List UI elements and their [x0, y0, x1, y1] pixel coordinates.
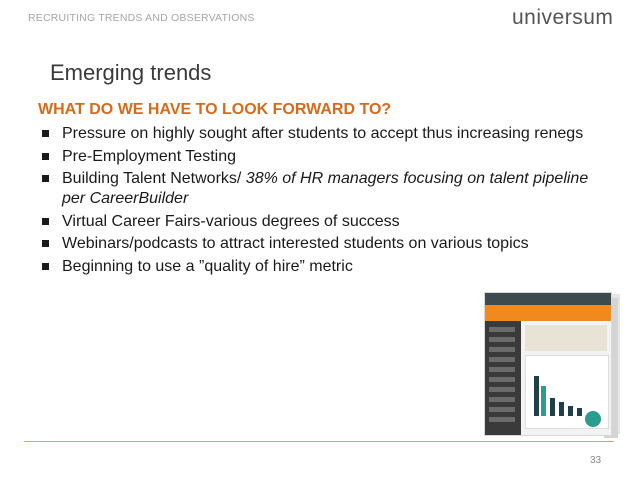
square-bullet-icon — [42, 130, 49, 137]
infographic-panel — [525, 325, 607, 351]
slide-subtitle: WHAT DO WE HAVE TO LOOK FORWARD TO? — [38, 101, 392, 118]
bullet-text: Beginning to use a ”quality of hire” metric — [62, 257, 353, 275]
bullet-text: Webinars/podcasts to attract interested students on various topics — [62, 235, 529, 252]
bullet-text: Virtual Career Fairs-various degrees of success — [62, 212, 400, 230]
bullet-item — [38, 124, 598, 144]
section-label: RECRUITING TRENDS AND OBSERVATIONS — [28, 12, 255, 24]
slide-title: Emerging trends — [50, 60, 212, 85]
bullet-text: Pre-Employment Testing — [62, 147, 236, 165]
bullet-item — [38, 169, 598, 209]
infographic-banner — [485, 305, 611, 321]
square-bullet-icon — [42, 153, 49, 160]
square-bullet-icon — [42, 240, 49, 247]
bullet-item — [38, 212, 598, 232]
bullet-item — [38, 257, 598, 277]
page-number: 33 — [590, 455, 602, 466]
bullet-text: Building Talent Networks/ — [62, 170, 246, 187]
footer-divider — [24, 441, 614, 442]
infographic-badge — [585, 411, 601, 427]
bullet-list — [38, 124, 598, 279]
bullet-item — [38, 234, 598, 254]
bullet-italic-text: 38% of HR managers focusing on talent pipeline per CareerBuilder — [62, 170, 589, 207]
universum-logo: universum — [512, 6, 614, 29]
square-bullet-icon — [42, 175, 49, 182]
bullet-text: Pressure on highly sought after students to accept thus increasing renegs — [62, 125, 584, 142]
square-bullet-icon — [42, 263, 49, 270]
bullet-item — [38, 147, 598, 167]
infographic-image — [484, 292, 612, 436]
square-bullet-icon — [42, 218, 49, 225]
infographic-thumbnail — [484, 292, 620, 442]
infographic-sidebar — [485, 321, 521, 435]
infographic-topbar — [485, 293, 611, 305]
